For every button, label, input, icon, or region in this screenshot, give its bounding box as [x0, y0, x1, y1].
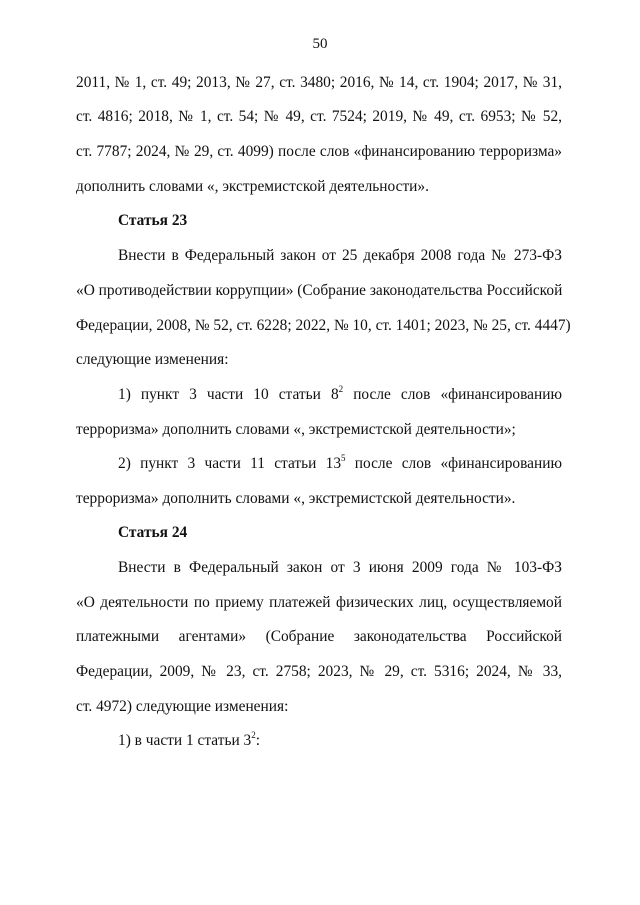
text-line: ст. 7787; 2024, № 29, ст. 4099) после слов «финансированию терроризма»: [76, 143, 562, 160]
text-line: терроризма» дополнить словами «, экстремистской деятельности»;: [76, 421, 516, 438]
text-line: следующие изменения:: [76, 351, 229, 368]
item-text: 1) в части 1 статьи 3: [118, 732, 252, 749]
list-item-1: [118, 385, 562, 405]
text-line: платежными агентами» (Собрание законодательства Российской: [76, 628, 562, 645]
text-line: терроризма» дополнить словами «, экстремистской деятельности».: [76, 490, 516, 507]
superscript: 2: [338, 384, 344, 394]
text-line: дополнить словами «, экстремистской деятельности».: [76, 178, 429, 195]
superscript: 2: [251, 730, 256, 740]
superscript: 5: [341, 453, 346, 463]
text-line: 2011, № 1, ст. 49; 2013, № 27, ст. 3480; 2016, № 14, ст. 1904; 2017, № 31,: [76, 74, 562, 91]
list-item-1: [118, 731, 562, 751]
item-text: :: [255, 732, 261, 749]
text-line: ст. 4972) следующие изменения:: [76, 698, 289, 715]
item-text: 2) пункт 3 части 11 статьи 13: [118, 455, 342, 472]
list-item-2: [118, 454, 562, 474]
article-24-heading: Статья 24: [118, 524, 188, 541]
text-line: Федерации, 2008, № 52, ст. 6228; 2022, № 10, ст. 1401; 2023, № 25, ст. 4447): [76, 317, 571, 334]
item-text: после слов «финансированию: [345, 455, 562, 472]
page-number: 50: [312, 36, 328, 52]
text-line: «О деятельности по приему платежей физических лиц, осуществляемой: [76, 594, 562, 611]
text-line: «О противодействии коррупции» (Собрание законодательства Российской: [76, 282, 563, 299]
text-line: ст. 4816; 2018, № 1, ст. 54; № 49, ст. 7524; 2019, № 49, ст. 6953; № 52,: [76, 108, 562, 125]
item-text: после слов «финансированию: [343, 386, 562, 403]
text-line: Внести в Федеральный закон от 3 июня 2009 года № 103-ФЗ: [118, 559, 562, 576]
text-line: Федерации, 2009, № 23, ст. 2758; 2023, № 29, ст. 5316; 2024, № 33,: [76, 663, 562, 680]
item-text: 1) пункт 3 части 10 статьи 8: [118, 386, 339, 403]
text-line: Внести в Федеральный закон от 25 декабря 2008 года № 273-ФЗ: [118, 247, 562, 264]
article-23-heading: Статья 23: [118, 212, 188, 229]
